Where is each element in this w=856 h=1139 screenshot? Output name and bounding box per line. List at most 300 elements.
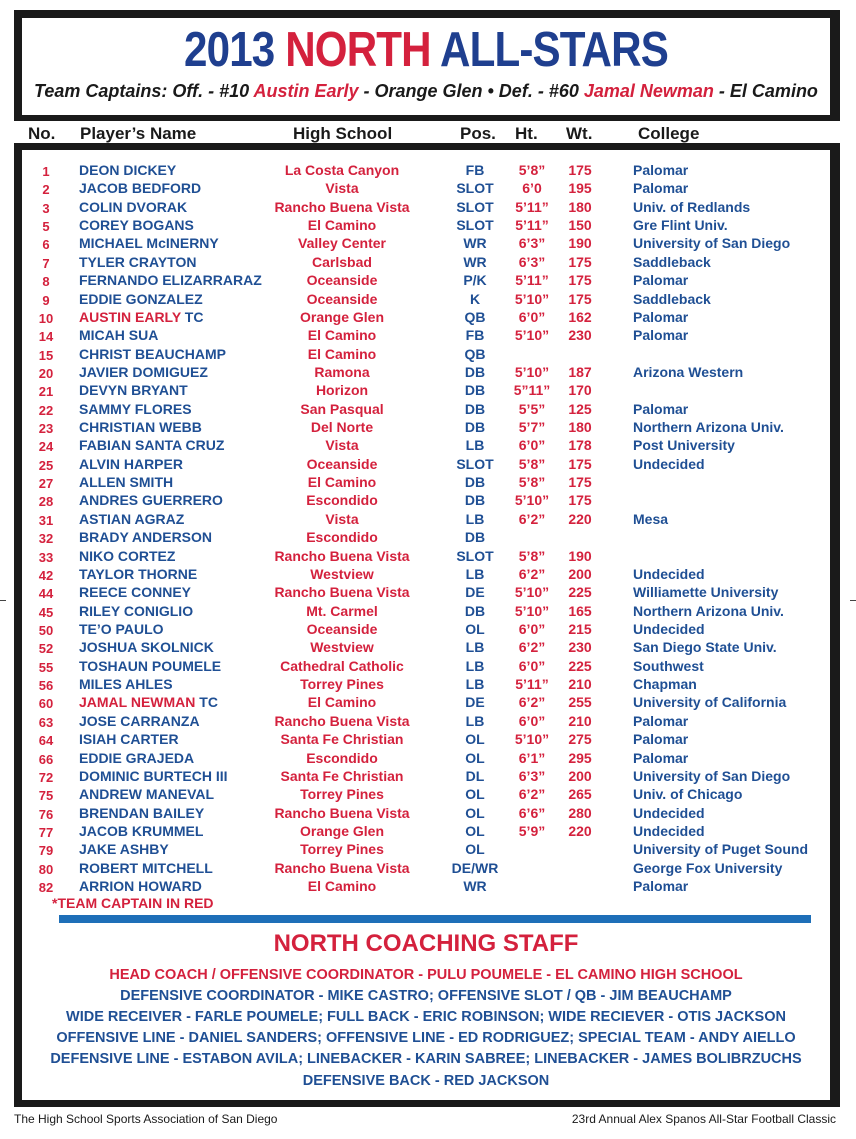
- player-name-text: ALLEN SMITH: [79, 474, 174, 491]
- player-college: University of California: [633, 694, 787, 711]
- player-number: 77: [38, 824, 54, 840]
- crop-mark: [850, 600, 856, 601]
- title-box: [22, 18, 830, 115]
- player-name-text: DEON DICKEY: [79, 162, 177, 178]
- player-weight: 255: [568, 694, 592, 711]
- player-number: 27: [38, 476, 54, 492]
- player-weight: 280: [568, 804, 592, 821]
- player-name: [79, 419, 202, 435]
- player-height: 6’0”: [518, 621, 546, 637]
- player-weight: 225: [568, 584, 592, 601]
- player-height: 5’10”: [514, 584, 550, 601]
- player-height: 6’6”: [518, 804, 546, 821]
- player-name: [79, 841, 169, 857]
- player-school: Oceanside: [306, 455, 378, 472]
- player-position: LB: [465, 657, 485, 674]
- player-weight: 210: [568, 712, 592, 729]
- player-school: Rancho Buena Vista: [274, 547, 410, 564]
- player-number: 25: [38, 457, 54, 473]
- player-number: 75: [38, 788, 54, 804]
- player-weight: 175: [568, 162, 592, 178]
- player-position: OL: [465, 786, 485, 803]
- player-school: El Camino: [307, 694, 377, 711]
- player-college: Palomar: [633, 162, 689, 178]
- player-school: Cathedral Catholic: [280, 657, 404, 674]
- table-row: [22, 309, 830, 327]
- player-name: [79, 639, 214, 655]
- player-height: 6’3”: [518, 253, 546, 270]
- captain-footnote: *TEAM CAPTAIN IN RED: [52, 895, 214, 911]
- player-school: Escondido: [306, 529, 378, 546]
- player-position: P/K: [463, 272, 487, 289]
- player-weight: 220: [568, 510, 592, 527]
- player-college: Palomar: [633, 180, 689, 197]
- table-row: [22, 180, 830, 198]
- player-name-text: CHRISTIAN WEBB: [79, 419, 202, 436]
- player-height: 5’10”: [514, 327, 550, 344]
- player-height: 6’2”: [518, 639, 546, 656]
- player-name: [79, 272, 262, 288]
- player-number: 82: [38, 880, 54, 896]
- player-weight: 180: [568, 419, 592, 436]
- table-row: [22, 162, 830, 180]
- player-position: DB: [464, 419, 486, 436]
- player-position: DE: [465, 584, 485, 601]
- player-position: FB: [465, 327, 485, 344]
- player-college: Saddleback: [633, 290, 711, 307]
- player-weight: 180: [568, 198, 592, 215]
- header-school: High School: [293, 124, 393, 143]
- player-weight: 165: [568, 602, 592, 619]
- table-row: [22, 364, 830, 382]
- player-college: Chapman: [633, 676, 697, 693]
- player-college: San Diego State Univ.: [633, 639, 777, 656]
- player-name-text: ROBERT MITCHELL: [79, 859, 213, 876]
- player-name: [79, 217, 194, 233]
- player-name-text: CHRIST BEAUCHAMP: [79, 345, 226, 362]
- player-height: 5’10”: [514, 290, 550, 307]
- player-height: 5’8”: [518, 162, 546, 178]
- player-number: 3: [42, 200, 50, 216]
- player-height: 6’0”: [518, 437, 546, 454]
- player-school: Orange Glen: [299, 822, 385, 839]
- player-number: 64: [38, 733, 54, 749]
- player-school: Torrey Pines: [300, 676, 384, 693]
- player-school: Santa Fe Christian: [280, 731, 404, 748]
- player-school: El Camino: [307, 327, 377, 344]
- player-school: Valley Center: [298, 235, 386, 252]
- player-number: 32: [38, 531, 54, 547]
- player-name: [79, 805, 204, 821]
- table-row: [22, 474, 830, 492]
- player-school: Rancho Buena Vista: [274, 804, 410, 821]
- player-weight: 195: [568, 180, 592, 197]
- captains-suffix: - El Camino: [713, 81, 818, 101]
- player-weight: 175: [568, 455, 592, 472]
- player-name-text: ASTIAN AGRAZ: [79, 510, 185, 527]
- table-row: [22, 346, 830, 364]
- player-position: FB: [465, 162, 485, 178]
- player-college: University of San Diego: [633, 235, 791, 252]
- roster-header: [14, 118, 840, 146]
- player-weight: 170: [568, 382, 592, 399]
- player-name: [79, 694, 218, 710]
- player-position: SLOT: [456, 198, 494, 215]
- player-school: Vista: [325, 180, 359, 197]
- player-position: OL: [465, 621, 485, 637]
- player-name-text: MICAH SUA: [79, 327, 159, 344]
- player-name: [79, 437, 224, 453]
- player-weight: 200: [568, 767, 592, 784]
- table-row: [22, 566, 830, 584]
- table-row: [22, 401, 830, 419]
- player-name: [79, 658, 221, 674]
- player-number: 63: [38, 714, 54, 730]
- player-school: Horizon: [315, 382, 369, 399]
- player-number: 14: [38, 329, 54, 345]
- player-number: 50: [38, 623, 54, 638]
- table-row: [22, 713, 830, 731]
- player-name: [79, 731, 179, 747]
- player-number: 80: [38, 861, 54, 877]
- player-college: Palomar: [633, 400, 689, 417]
- player-number: 45: [38, 604, 54, 620]
- coach-line: DEFENSIVE LINE - ESTABON AVILA; LINEBACKER - KARIN SABREE; LINEBACKER - JAMES BOLIBRZUCHS: [50, 1051, 802, 1067]
- coach-line: OFFENSIVE LINE - DANIEL SANDERS; OFFENSIVE LINE - ED RODRIGUEZ; SPECIAL TEAM - ANDY AIELLO: [56, 1030, 796, 1046]
- player-name-text: EDDIE GONZALEZ: [79, 290, 203, 307]
- player-position: QB: [464, 345, 486, 362]
- player-name-text: TYLER CRAYTON: [79, 253, 197, 270]
- player-height: 6’2”: [518, 694, 546, 711]
- player-school: El Camino: [307, 878, 377, 895]
- player-name: [79, 254, 196, 270]
- table-row: [22, 694, 830, 712]
- player-name: [79, 327, 158, 343]
- player-position: LB: [465, 565, 485, 582]
- player-name-text: ALVIN HARPER: [79, 455, 183, 472]
- player-position: DB: [464, 382, 486, 399]
- player-name: [79, 823, 203, 839]
- header-pos: Pos.: [460, 124, 496, 143]
- footer-event: 23rd Annual Alex Spanos All-Star Football Classic: [571, 1112, 836, 1126]
- table-row: [22, 272, 830, 290]
- player-weight: 275: [568, 731, 592, 748]
- defense-captain-name: Jamal Newman: [583, 81, 714, 101]
- team-captains-line: [22, 81, 830, 102]
- player-name: [79, 474, 173, 490]
- player-college: Mesa: [633, 510, 669, 527]
- player-name-text: JACOB BEDFORD: [79, 180, 202, 197]
- table-row: [22, 419, 830, 437]
- player-school: Oceanside: [306, 272, 378, 289]
- player-weight: 220: [568, 822, 592, 839]
- player-college: Palomar: [633, 272, 689, 289]
- header-name: Player’s Name: [80, 124, 197, 143]
- player-school: Santa Fe Christian: [280, 767, 404, 784]
- player-college: Gre Flint Univ.: [633, 217, 728, 234]
- player-school: El Camino: [307, 345, 377, 362]
- player-name: [79, 676, 173, 692]
- player-name: [79, 750, 194, 766]
- table-row: [22, 860, 830, 878]
- player-name: [79, 548, 175, 564]
- player-school: Vista: [325, 437, 359, 454]
- player-height: 5’7”: [518, 419, 546, 436]
- player-position: WR: [463, 235, 487, 252]
- player-weight: 187: [568, 363, 592, 380]
- player-weight: 200: [568, 565, 592, 582]
- player-college: Univ. of Redlands: [633, 198, 751, 215]
- player-name: [79, 291, 203, 307]
- player-college: University of San Diego: [633, 767, 791, 784]
- player-school: Del Norte: [310, 419, 374, 436]
- player-name: [79, 529, 212, 545]
- header-wt: Wt.: [566, 124, 593, 143]
- player-name-text: AUSTIN EARLY: [79, 308, 181, 325]
- player-number: 28: [38, 494, 54, 510]
- title-allstars: ALL-STARS: [440, 23, 668, 77]
- player-college: Palomar: [633, 878, 689, 895]
- table-row: [22, 805, 830, 823]
- player-weight: 175: [568, 290, 592, 307]
- player-height: 6’0”: [518, 657, 546, 674]
- player-weight: 295: [568, 749, 592, 766]
- player-college: Palomar: [633, 749, 689, 766]
- player-name-text: SAMMY FLORES: [79, 400, 192, 417]
- table-row: [22, 437, 830, 455]
- header-ht: Ht.: [515, 124, 538, 143]
- player-height: 6’2”: [518, 510, 546, 527]
- player-college: Post University: [633, 437, 735, 454]
- header-college: College: [638, 124, 700, 143]
- player-school: Torrey Pines: [300, 841, 384, 858]
- player-position: SLOT: [456, 547, 494, 564]
- player-name-text: NIKO CORTEZ: [79, 547, 176, 564]
- player-college: University of Puget Sound: [633, 841, 809, 858]
- player-height: 5’8”: [518, 474, 546, 491]
- player-height: 6’0”: [518, 308, 546, 325]
- table-row: [22, 658, 830, 676]
- player-college: Northern Arizona Univ.: [633, 602, 784, 619]
- table-row: [22, 750, 830, 768]
- player-position: DB: [464, 363, 486, 380]
- offense-captain-name: Austin Early: [253, 81, 359, 101]
- player-name-text: JAVIER DOMIGUEZ: [79, 363, 208, 380]
- page-title: [79, 22, 774, 78]
- player-school: Rancho Buena Vista: [274, 584, 410, 601]
- player-position: DB: [464, 602, 486, 619]
- player-number: 15: [38, 347, 54, 363]
- table-row: [22, 841, 830, 859]
- player-weight: 175: [568, 253, 592, 270]
- player-height: 5’8”: [518, 455, 546, 472]
- player-name-text: ANDREW MANEVAL: [79, 786, 215, 803]
- player-name: [79, 860, 213, 876]
- player-name-text: EDDIE GRAJEDA: [79, 749, 195, 766]
- header-no: No.: [28, 124, 56, 143]
- player-weight: 230: [568, 327, 592, 344]
- player-position: SLOT: [456, 455, 494, 472]
- player-name-text: BRADY ANDERSON: [79, 529, 213, 546]
- player-weight: 215: [568, 621, 592, 637]
- player-name: [79, 162, 176, 178]
- coach-line: WIDE RECEIVER - FARLE POUMELE; FULL BACK - ERIC ROBINSON; WIDE RECIEVER - OTIS JACKSON: [66, 1009, 786, 1025]
- player-name-text: MICHAEL McINERNY: [79, 235, 219, 252]
- player-name: [79, 346, 226, 362]
- player-height: 5’10”: [514, 363, 550, 380]
- player-name: [79, 878, 202, 894]
- team-captain-tag: TC: [180, 308, 204, 325]
- player-college: Undecided: [633, 621, 705, 637]
- table-row: [22, 456, 830, 474]
- table-row: [22, 217, 830, 235]
- table-row: [22, 529, 830, 547]
- player-position: DE: [465, 694, 485, 711]
- player-weight: 150: [568, 217, 592, 234]
- table-row: [22, 823, 830, 841]
- player-name: [79, 603, 193, 619]
- player-position: OL: [465, 804, 485, 821]
- table-row: [22, 786, 830, 804]
- player-name: [79, 768, 228, 784]
- player-name-text: JOSHUA SKOLNICK: [79, 639, 214, 656]
- player-name: [79, 180, 201, 196]
- table-row: [22, 639, 830, 657]
- table-row: [22, 676, 830, 694]
- coach-line: DEFENSIVE BACK - RED JACKSON: [302, 1073, 550, 1089]
- player-name: [79, 511, 184, 527]
- player-name: [79, 492, 223, 508]
- player-number: 23: [38, 421, 54, 437]
- player-school: La Costa Canyon: [284, 162, 400, 178]
- player-name-text: ANDRES GUERRERO: [79, 492, 223, 509]
- player-school: Escondido: [306, 492, 378, 509]
- player-name: [79, 382, 188, 398]
- player-height: 5’10”: [514, 492, 550, 509]
- roster-body: [22, 150, 830, 1100]
- player-name-text: REECE CONNEY: [79, 584, 192, 601]
- player-number: 6: [42, 237, 50, 253]
- player-height: 5’10”: [514, 731, 550, 748]
- player-number: 55: [38, 659, 54, 675]
- table-row: [22, 878, 830, 896]
- player-name-text: JACOB KRUMMEL: [79, 822, 204, 839]
- player-number: 1: [42, 164, 50, 179]
- team-captain-tag: TC: [195, 694, 218, 711]
- player-name-text: RILEY CONIGLIO: [79, 602, 194, 619]
- player-number: 20: [38, 365, 54, 381]
- coach-line: HEAD COACH / OFFENSIVE COORDINATOR - PULU POUMELE - EL CAMINO HIGH SCHOOL: [109, 967, 743, 983]
- player-number: 56: [38, 678, 54, 694]
- player-position: OL: [465, 841, 485, 858]
- player-number: 22: [38, 402, 54, 418]
- player-college: Southwest: [633, 657, 704, 674]
- player-school: El Camino: [307, 474, 377, 491]
- player-name: [79, 235, 219, 251]
- player-position: LB: [465, 712, 485, 729]
- coach-line: DEFENSIVE COORDINATOR - MIKE CASTRO; OFFENSIVE SLOT / QB - JIM BEAUCHAMP: [120, 988, 732, 1004]
- crop-mark: [0, 600, 6, 601]
- footer-association: The High School Sports Association of San Diego: [14, 1112, 278, 1126]
- player-school: Mt. Carmel: [306, 602, 378, 619]
- player-college: Palomar: [633, 731, 689, 748]
- player-number: 5: [42, 219, 50, 235]
- player-height: 5’11”: [515, 217, 549, 234]
- player-number: 31: [38, 512, 54, 528]
- player-position: WR: [463, 878, 487, 895]
- player-number: 79: [38, 843, 54, 859]
- player-position: DB: [464, 529, 486, 546]
- player-college: Univ. of Chicago: [633, 786, 743, 803]
- player-number: 33: [38, 549, 54, 565]
- player-school: Torrey Pines: [300, 786, 384, 803]
- player-name-text: FERNANDO ELIZARRARAZ: [79, 272, 262, 289]
- player-number: 21: [38, 384, 54, 400]
- player-college: Undecided: [633, 822, 705, 839]
- player-position: DB: [464, 400, 486, 417]
- player-name: [79, 199, 187, 215]
- player-school: Vista: [325, 510, 359, 527]
- player-position: LB: [465, 510, 485, 527]
- player-position: SLOT: [456, 217, 494, 234]
- player-name-text: JOSE CARRANZA: [79, 712, 200, 729]
- player-position: SLOT: [456, 180, 494, 197]
- player-school: Oceanside: [306, 290, 378, 307]
- player-position: OL: [465, 822, 485, 839]
- player-name-text: COLIN DVORAK: [79, 198, 188, 215]
- player-number: 9: [42, 292, 50, 308]
- player-height: 6’3”: [518, 235, 546, 252]
- player-school: Orange Glen: [299, 308, 385, 325]
- player-height: 5’11”: [515, 198, 549, 215]
- player-number: 60: [38, 696, 54, 712]
- player-name-text: FABIAN SANTA CRUZ: [79, 437, 225, 454]
- player-school: Westview: [310, 639, 374, 656]
- table-row: [22, 511, 830, 529]
- player-name: [79, 401, 192, 417]
- player-college: Undecided: [633, 455, 705, 472]
- title-year: 2013: [184, 23, 275, 77]
- table-row: [22, 603, 830, 621]
- player-weight: 175: [568, 492, 592, 509]
- player-number: 52: [38, 641, 54, 657]
- table-row: [22, 768, 830, 786]
- player-height: 6’3”: [518, 767, 546, 784]
- player-position: WR: [463, 253, 487, 270]
- player-height: 6’0: [522, 180, 542, 197]
- player-school: Westview: [310, 565, 374, 582]
- player-number: 7: [42, 255, 50, 271]
- title-team: NORTH: [285, 23, 431, 77]
- player-college: Williamette University: [633, 584, 779, 601]
- divider-bar: [59, 915, 811, 923]
- player-height: 5’10”: [514, 602, 550, 619]
- player-height: 5’8”: [518, 547, 546, 564]
- player-number: 8: [42, 274, 50, 290]
- player-position: LB: [465, 639, 485, 656]
- player-weight: 125: [568, 400, 592, 417]
- player-school: Rancho Buena Vista: [274, 859, 410, 876]
- player-height: 5’9”: [518, 822, 546, 839]
- table-row: [22, 584, 830, 602]
- player-weight: 175: [568, 474, 592, 491]
- player-position: OL: [465, 731, 485, 748]
- player-name-text: ARRION HOWARD: [79, 878, 202, 895]
- player-weight: 230: [568, 639, 592, 656]
- player-school: Oceanside: [306, 621, 378, 637]
- player-position: K: [469, 290, 481, 307]
- player-height: 5’5”: [518, 400, 546, 417]
